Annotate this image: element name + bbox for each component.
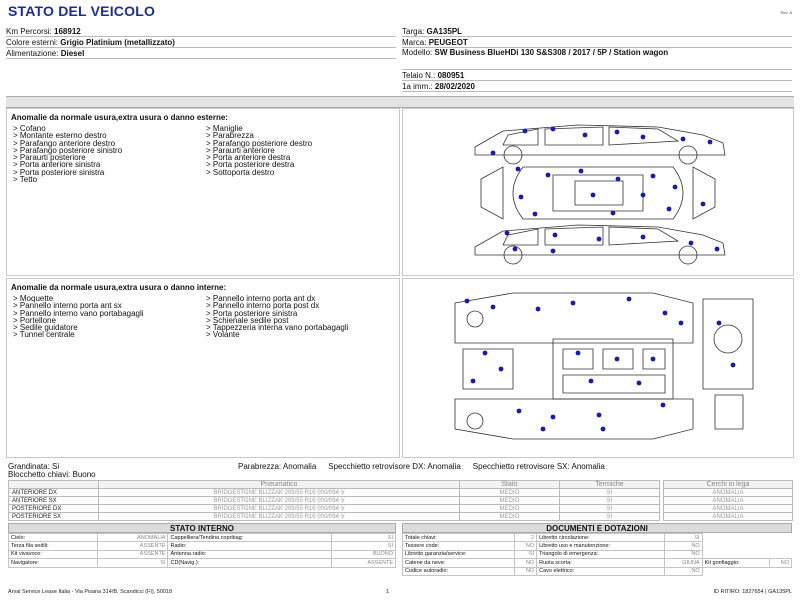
- grid-value: NO: [514, 567, 536, 575]
- internal-damage-item: > Pannello interno porta post dx: [206, 301, 320, 311]
- modello-value: SW Business BlueHDi 130 S&S308 / 2017 / 5P / Station wagon: [434, 48, 669, 57]
- internal-damage-title: Anomalie da normale usura,extra usura o danno interne:: [11, 283, 227, 292]
- grid-label: Kit vivavoce:: [9, 550, 98, 558]
- external-damage-item: > Parafango anteriore destro: [13, 138, 116, 148]
- external-damage-list: [6, 108, 400, 276]
- external-damage-item: > Porta posteriore destra: [206, 160, 295, 170]
- grid-row: [403, 542, 792, 550]
- damage-marker: [576, 351, 581, 356]
- damage-marker: [701, 202, 706, 207]
- internal-car-diagram: [402, 278, 794, 458]
- damage-marker: [597, 237, 602, 242]
- damage-marker: [641, 235, 646, 240]
- alim-value: Diesel: [60, 49, 85, 58]
- cerchi-value: ANOMALIA: [664, 505, 793, 513]
- grid-value: SI: [98, 559, 168, 567]
- telaio-row: [402, 70, 792, 81]
- grid-row: [403, 550, 792, 558]
- damage-marker: [679, 321, 684, 326]
- grid-value: SI: [331, 534, 395, 542]
- external-damage-item: > Porta anteriore sinistra: [13, 160, 101, 170]
- km-label: Km Percorsi:: [6, 27, 52, 36]
- stato-interno-table: [8, 533, 396, 568]
- tyre-header-pneumatico: Pneumatico: [99, 481, 460, 489]
- damage-marker: [667, 207, 672, 212]
- damage-marker: [516, 167, 521, 172]
- tyre-header-termiche: Termiche: [560, 481, 660, 489]
- grid-label: Totale chiavi:: [403, 534, 515, 542]
- damage-marker: [513, 247, 518, 252]
- damage-marker: [731, 363, 736, 368]
- grid-label: Antenna radio:: [168, 550, 331, 558]
- grid-label: Tessere code:: [403, 542, 515, 550]
- tyre-state: MEDIO: [460, 489, 560, 497]
- grid-value: BUONO: [331, 550, 395, 558]
- damage-marker: [681, 137, 686, 142]
- modello-row: [402, 48, 792, 70]
- tyres-table: [8, 480, 660, 521]
- grid-row: [9, 534, 396, 542]
- damage-marker: [483, 351, 488, 356]
- tyre-winter: SI: [560, 497, 660, 505]
- telaio-value: 080951: [437, 71, 465, 80]
- stato-interno-title: STATO INTERNO: [8, 523, 396, 533]
- grid-row: [403, 534, 792, 542]
- grid-label: Triangolo di emergenza:: [537, 550, 665, 558]
- cerchi-value: ANOMALIA: [664, 489, 793, 497]
- internal-damage-item: > Tappezzeria interna vano portabagagli: [206, 323, 349, 333]
- external-damage-col-1: [13, 125, 206, 183]
- external-damage-item: > Montante esterno destro: [13, 131, 107, 141]
- damage-marker: [651, 174, 656, 179]
- grid-label: Navigatore:: [9, 559, 98, 567]
- damage-marker: [717, 321, 722, 326]
- internal-damage-col-2: [206, 295, 399, 339]
- damage-marker: [499, 367, 504, 372]
- internal-damage-item: > Portellone: [13, 315, 56, 325]
- grid-value: ASSENTE: [331, 559, 395, 567]
- tyre-winter: SI: [560, 489, 660, 497]
- tyre-winter: SI: [560, 505, 660, 513]
- tyre-header-stato: Stato: [460, 481, 560, 489]
- grid-value: NO: [514, 559, 536, 567]
- damage-marker: [536, 307, 541, 312]
- telaio-label: Telaio N.:: [402, 71, 436, 80]
- external-damage-item: > Parabrezza: [206, 131, 254, 141]
- targa-label: Targa:: [402, 27, 425, 36]
- damage-marker: [663, 311, 668, 316]
- section-band: [6, 96, 794, 108]
- damage-marker: [519, 195, 524, 200]
- damage-marker: [551, 415, 556, 420]
- km-value: 168912: [54, 27, 81, 36]
- grid-value: SI: [514, 550, 536, 558]
- parabrezza-status: Parabrezza: Anomalia: [238, 462, 317, 471]
- alim-label: Alimentazione:: [6, 49, 59, 58]
- damage-marker: [601, 427, 606, 432]
- specchio-dx-status: Specchietto retrovisore DX: Anomalia: [328, 462, 461, 471]
- tyre-row: [9, 513, 660, 521]
- external-damage-item: > Paraurti anteriore: [206, 145, 275, 155]
- cerchi-value: ANOMALIA: [664, 497, 793, 505]
- footer-ritiro-id: ID RITIRO: 1827654 | GA135PL: [713, 589, 792, 595]
- damage-marker: [541, 427, 546, 432]
- grid-label: Kit gonfiaggio:: [702, 559, 769, 567]
- marca-label: Marca:: [402, 38, 427, 47]
- documenti-table: [402, 533, 792, 576]
- imm-row: [402, 81, 792, 92]
- internal-damage-item: > Pannello interno porta ant dx: [206, 294, 316, 303]
- tyre-model: BRIDGESTONE BLIZZAK 205/55 R16 000/094 V: [99, 489, 460, 497]
- tyre-state: MEDIO: [460, 505, 560, 513]
- internal-damage-item: > Pannello interno porta ant sx: [13, 301, 122, 311]
- internal-damage-item: > Schienale sedile post: [206, 315, 289, 325]
- tyre-position: POSTERIORE DX: [9, 505, 99, 513]
- grid-label: Cielo:: [9, 534, 98, 542]
- blocchetto-status: Blocchetto chiavi: Buono: [8, 470, 96, 479]
- grid-label: Radio:: [168, 542, 331, 550]
- alim-row: [6, 48, 396, 59]
- grid-label: Terza fila sedili:: [9, 542, 98, 550]
- vehicle-info-left: [6, 26, 396, 59]
- grid-label: Libretto uso e manutenzione:: [537, 542, 665, 550]
- damage-marker: [583, 133, 588, 138]
- grid-value: ASSENTE: [98, 542, 168, 550]
- damage-marker: [689, 241, 694, 246]
- tyre-position: ANTERIORE SX: [9, 497, 99, 505]
- damage-marker: [571, 301, 576, 306]
- grid-label: Ruota scorta:: [537, 559, 665, 567]
- cerchi-table: [663, 480, 793, 521]
- grid-label: Cappelliera/Tendina copribag:: [168, 534, 331, 542]
- damage-marker: [708, 140, 713, 145]
- external-damage-item: > Cofano: [13, 124, 46, 133]
- external-damage-title: Anomalie da normale usura,extra usura o danno esterne:: [11, 113, 228, 122]
- damage-marker: [615, 130, 620, 135]
- damage-marker: [546, 173, 551, 178]
- damage-marker: [591, 193, 596, 198]
- grandinata-status: Grandinata: Si: [8, 462, 60, 471]
- grid-value: NO: [664, 542, 702, 550]
- damage-marker: [641, 135, 646, 140]
- status-row: [8, 462, 792, 471]
- modello-label: Modello:: [402, 48, 433, 57]
- damage-marker: [465, 299, 470, 304]
- damage-marker: [589, 379, 594, 384]
- tyre-row: [9, 489, 660, 497]
- grid-value: NO: [769, 559, 791, 567]
- internal-damage-col-1: [13, 295, 206, 339]
- damage-marker: [471, 379, 476, 384]
- external-damage-col-2: [206, 125, 399, 183]
- internal-damage-markers: [465, 297, 736, 432]
- damage-marker: [551, 249, 556, 254]
- internal-damage-item: > Moquette: [13, 294, 54, 303]
- external-damage-item: > Tetto: [13, 175, 38, 185]
- damage-marker: [523, 129, 528, 134]
- grid-row: [9, 550, 396, 558]
- grid-value: 2: [514, 534, 536, 542]
- grid-value: NO: [664, 550, 702, 558]
- external-damage-item: > Sottoporta destro: [206, 167, 275, 177]
- external-damage-item: > Parafango posteriore sinistro: [13, 145, 123, 155]
- damage-marker: [491, 151, 496, 156]
- cerchi-header: Cerchi in lega: [664, 481, 793, 489]
- tyre-model: BRIDGESTONE BLIZZAK 205/55 R16 000/094 V: [99, 513, 460, 521]
- tyre-row: [9, 497, 660, 505]
- grid-value: SI: [664, 534, 702, 542]
- damage-marker: [673, 185, 678, 190]
- damage-marker: [553, 233, 558, 238]
- internal-damage-item: > Volante: [206, 330, 240, 340]
- damage-marker: [637, 381, 642, 386]
- imm-label: 1a imm.:: [402, 82, 433, 91]
- damage-marker: [616, 177, 621, 182]
- damage-marker: [533, 212, 538, 217]
- grid-value: SI: [331, 542, 395, 550]
- tyre-model: BRIDGESTONE BLIZZAK 205/55 R16 000/094 V: [99, 505, 460, 513]
- internal-car-svg: [403, 279, 793, 457]
- grid-label: Catene da neve:: [403, 559, 515, 567]
- tyre-winter: SI: [560, 513, 660, 521]
- grid-label: Codice autoradio:: [403, 567, 515, 575]
- internal-damage-item: > Porta posteriore sinistra: [206, 308, 298, 318]
- revision-label: Rev. A: [780, 10, 792, 15]
- grid-label: Libretto garanzia/service:: [403, 550, 515, 558]
- marca-value: PEUGEOT: [428, 38, 468, 47]
- external-damage-item: > Maniglie: [206, 124, 243, 133]
- damage-marker: [491, 305, 496, 310]
- tyre-model: BRIDGESTONE BLIZZAK 205/55 R16 000/094 V: [99, 497, 460, 505]
- external-damage-item: > Parafango posteriore destro: [206, 138, 313, 148]
- external-damage-item: > Porta anteriore destra: [206, 153, 291, 163]
- grid-row: [403, 559, 792, 567]
- tyre-state: MEDIO: [460, 513, 560, 521]
- grid-row: [9, 559, 396, 567]
- external-damage-item: > Paraurti posteriore: [13, 153, 86, 163]
- vehicle-info-right: [402, 26, 792, 92]
- external-car-svg: [403, 109, 793, 275]
- grid-value: ASSENTE: [98, 550, 168, 558]
- damage-marker: [551, 127, 556, 132]
- grid-row: [9, 542, 396, 550]
- footer-page-number: 1: [386, 589, 390, 595]
- internal-damage-list: [6, 278, 400, 458]
- colore-row: [6, 37, 396, 48]
- cerchi-table-body: [664, 489, 793, 521]
- grid-label: Libretto circolazione:: [537, 534, 665, 542]
- damage-marker: [611, 211, 616, 216]
- tyre-position: ANTERIORE DX: [9, 489, 99, 497]
- imm-value: 28/02/2020: [434, 82, 475, 91]
- external-car-diagram: [402, 108, 794, 276]
- marca-row: [402, 37, 792, 48]
- internal-damage-item: > Pannello interno vano portabagagli: [13, 308, 144, 318]
- tyre-state: MEDIO: [460, 497, 560, 505]
- documenti-title: DOCUMENTI E DOTAZIONI: [402, 523, 792, 533]
- page-title: STATO DEL VEICOLO: [8, 3, 156, 19]
- damage-marker: [715, 247, 720, 252]
- external-damage-markers: [491, 127, 720, 254]
- external-damage-item: > Porta posteriore sinistra: [13, 167, 105, 177]
- damage-marker: [627, 297, 632, 302]
- km-row: [6, 26, 396, 37]
- internal-damage-item: > Sedile guidatore: [13, 323, 78, 333]
- targa-value: GA135PL: [426, 27, 463, 36]
- damage-marker: [505, 231, 510, 236]
- damage-marker: [615, 357, 620, 362]
- grid-value: GIUNA: [664, 559, 702, 567]
- colore-label: Colore esterni:: [6, 38, 59, 47]
- grid-value: NO: [664, 567, 702, 575]
- footer-company: Arval Service Lease Italia - Via Pisana 314/B, Scandicci (FI), 50018: [8, 589, 173, 595]
- grid-label: Cavo elettrico:: [537, 567, 665, 575]
- tyre-row: [9, 505, 660, 513]
- grid-row: [403, 567, 792, 575]
- internal-damage-item: > Tunnel centrale: [13, 330, 75, 340]
- damage-marker: [651, 357, 656, 362]
- damage-marker: [517, 409, 522, 414]
- damage-marker: [579, 169, 584, 174]
- damage-marker: [641, 193, 646, 198]
- damage-marker: [597, 413, 602, 418]
- colore-value: Grigio Platinium (metallizzato): [60, 38, 175, 47]
- damage-marker: [661, 403, 666, 408]
- grid-value: ANOMALIA: [98, 534, 168, 542]
- cerchi-value: ANOMALIA: [664, 513, 793, 521]
- tyres-table-body: [9, 489, 660, 521]
- grid-label: CD(Navig.):: [168, 559, 331, 567]
- tyre-position: POSTERIORE SX: [9, 513, 99, 521]
- targa-row: [402, 26, 792, 37]
- grid-value: NO: [514, 542, 536, 550]
- specchio-sx-status: Specchietto retrovisore SX: Anomalia: [472, 462, 605, 471]
